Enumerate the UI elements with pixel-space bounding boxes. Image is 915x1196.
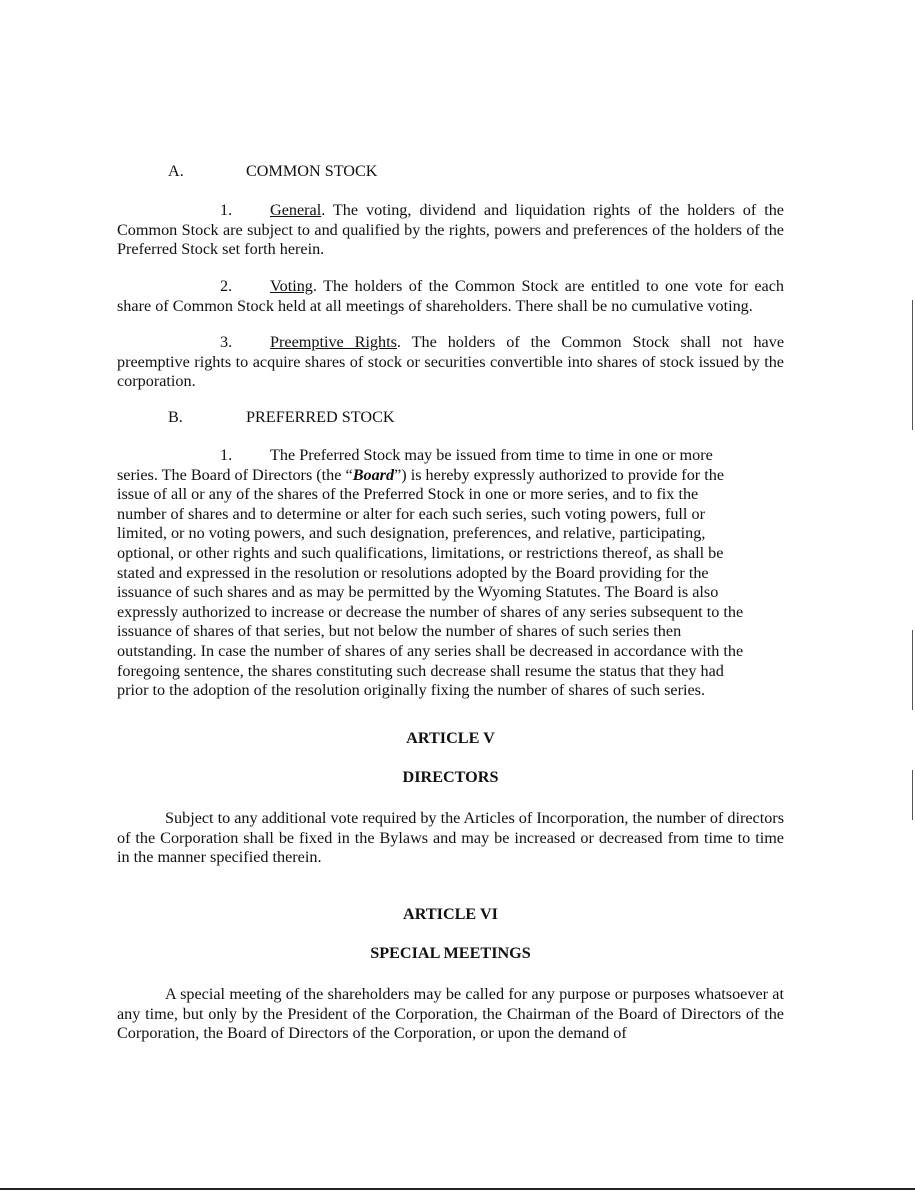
scan-edge-mark [912,770,913,820]
item-number: 1. [220,446,233,464]
section-b-heading [168,408,395,427]
section-a-title: COMMON STOCK [246,162,378,180]
article-v-title: ARTICLE V [406,729,495,747]
preferred-stock-paragraph [117,446,784,701]
article-v-subtitle: DIRECTORS [402,768,499,786]
paragraph-line: number of shares and to determine or alter for each such series, such voting powers, full or [117,504,705,523]
paragraph-line: prior to the adoption of the resolution originally fixing the number of shares of such series. [117,681,706,700]
item-title: Preemptive Rights [270,333,397,351]
common-stock-voting-paragraph: 2. Voting. The holders of the Common Stock are entitled to one vote for each share of Common Stock held at all meetings of shareholders. There shall be no cumulative voting. [117,277,784,315]
item-title: Voting [270,277,313,295]
item-number: 1. [220,201,233,219]
section-a-letter: A. [168,162,184,180]
paragraph-line: outstanding. In case the number of shares of any series shall be decreased in accordance with the [117,641,744,660]
scan-edge-mark [912,300,913,430]
paragraph-line: series. The Board of Directors (the “Board”) is hereby expressly authorized to provide for the [117,465,725,484]
item-text: The holders of the Common Stock are entitled to one vote for each share of Common Stock held at all meetings of shareholders. There shall be no cumulative voting. [117,277,784,315]
common-stock-preemptive-paragraph: 3. Preemptive Rights. The holders of the Common Stock shall not have preemptive rights to acquire shares of stock or securities convertible into shares of stock issued by the corporation. [117,333,784,391]
item-number: 2. [220,277,233,295]
paragraph-line: limited, or no voting powers, and such designation, preferences, and relative, participating, [117,524,706,543]
scan-bottom-edge [0,1188,915,1190]
paragraph-line: 1. The Preferred Stock may be issued from time to time in one or more [220,446,713,464]
article-vi-subtitle: SPECIAL MEETINGS [370,944,531,962]
section-a-heading [168,162,377,181]
paragraph-line: issuance of such shares and as may be permitted by the Wyoming Statutes. The Board is also [117,583,719,602]
article-vi-text: A special meeting of the shareholders may be called for any purpose or purposes whatsoever at any time, but only by the President of the Corporation, the Chairman of the Board of Directors of the Corporation, the Board of Directors of the Corporation, or upon the demand of [117,985,784,1043]
paragraph-line: stated and expressed in the resolution or resolutions adopted by the Board providing for the [117,563,709,582]
item-text: The holders of the Common Stock shall not have preemptive rights to acquire shares of stock or securities convertible into shares of stock issued by the corporation. [117,333,784,391]
paragraph-line: issuance of shares of that series, but not below the number of shares of such series then [117,622,682,641]
paragraph-line: foregoing sentence, the shares constituting such decrease shall resume the status that they had [117,661,724,680]
scan-edge-mark [912,630,913,710]
section-b-title: PREFERRED STOCK [246,408,395,426]
item-title: General [270,201,322,219]
paragraph-line: expressly authorized to increase or decrease the number of shares of any series subsequent to the [117,602,744,621]
common-stock-general-paragraph: 1. General. The voting, dividend and liquidation rights of the holders of the Common Stock are subject to and qualified by the rights, powers and preferences of the holders of the Preferred Stock set forth herein. [117,201,784,259]
article-v-text: Subject to any additional vote required by the Articles of Incorporation, the number of directors of the Corporation shall be fixed in the Bylaws and may be increased or decreased from time to time in the manner specified therein. [117,809,784,867]
article-vi-paragraph [117,985,784,1044]
item-number: 3. [220,333,233,351]
section-b-letter: B. [168,408,183,426]
defined-term-board: Board [352,465,395,484]
paragraph-line: optional, or other rights and such qualifications, limitations, or restrictions thereof, as shall be [117,543,724,562]
item-text: The voting, dividend and liquidation rights of the holders of the Common Stock are subject to and qualified by the rights, powers and preferences of the holders of the Preferred Stock set forth herein. [117,201,784,259]
article-v-paragraph [117,809,784,868]
paragraph-line: issue of all or any of the shares of the Preferred Stock in one or more series, and to fix the [117,485,699,504]
article-vi-title: ARTICLE VI [403,905,498,923]
